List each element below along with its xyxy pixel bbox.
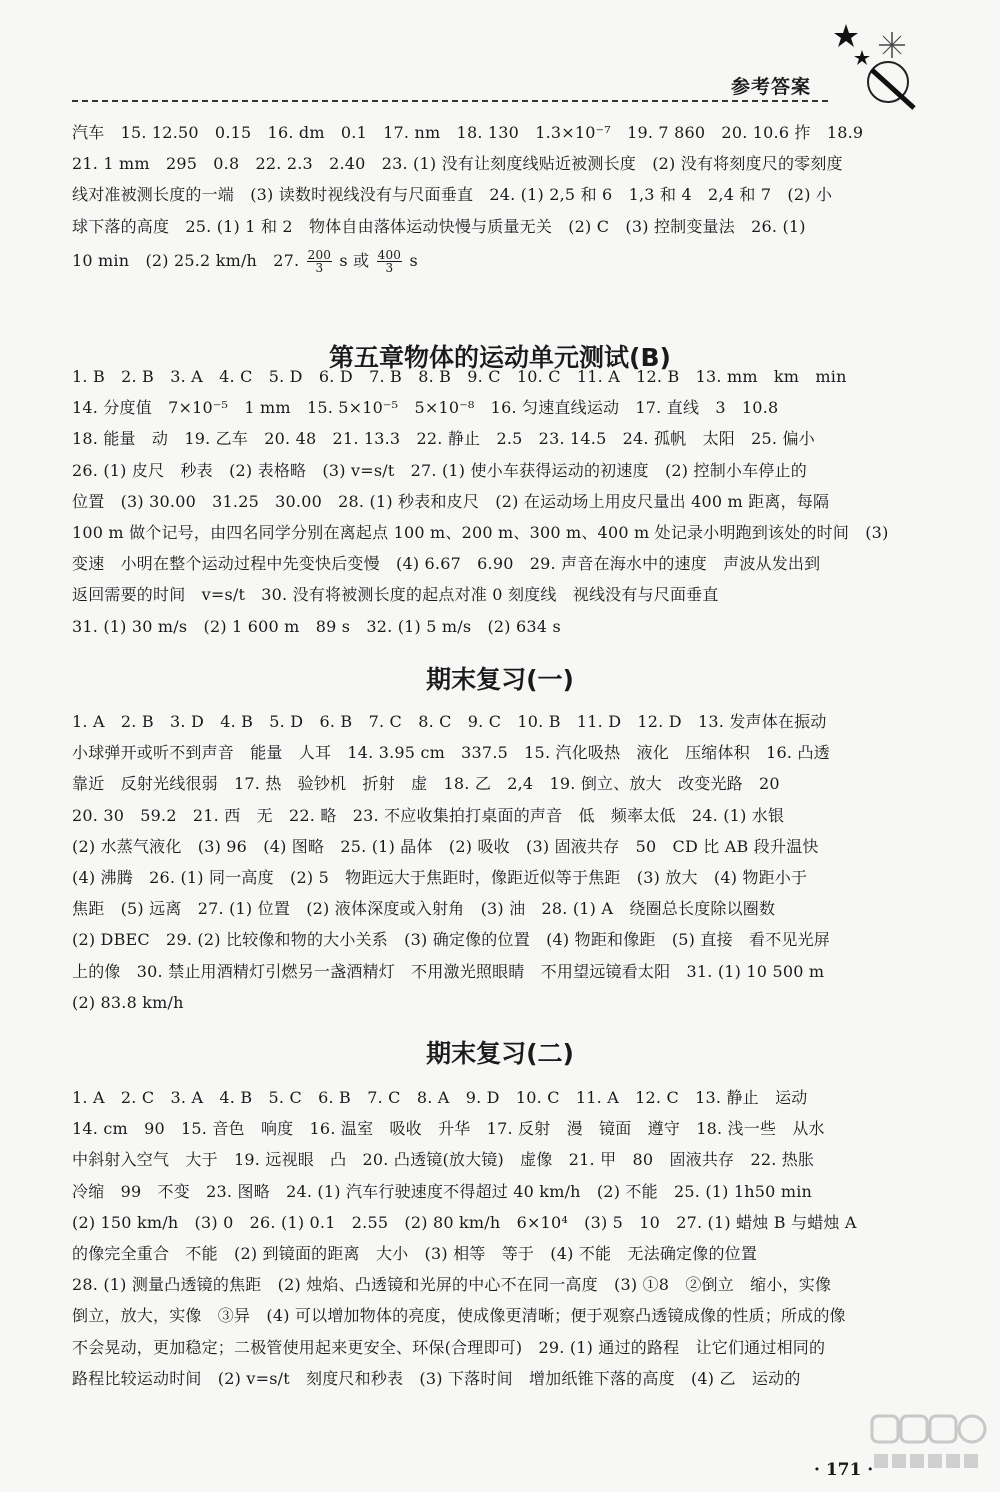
answer-line: 28. (1) 测量凸透镜的焦距 (2) 烛焰、凸透镜和光屏的中心不在同一高度 (3) ①8 ②倒立 缩小，实像 — [72, 1275, 832, 1295]
section-title: 期末复习(二) — [426, 1039, 574, 1068]
header-tag: 参考答案 — [731, 76, 812, 98]
answer-line: 变速 小明在整个运动过程中先变快后变慢 (4) 6.67 6.90 29. 声音在海水中的速度 声波从发出到 — [72, 554, 821, 574]
fraction-numerator: 200 — [307, 247, 332, 262]
answer-line: (4) 沸腾 26. (1) 同一高度 (2) 5 物距远大于焦距时，像距近似等于焦距 (3) 放大 (4) 物距小于 — [72, 868, 808, 888]
answer-line: 路程比较运动时间 (2) v=s/t 刻度尺和秒表 (3) 下落时间 增加纸锥下落的高度 (4) 乙 运动的 — [72, 1368, 801, 1388]
section-title: 第五章物体的运动单元测试(B) — [329, 343, 671, 372]
top-answers — [72, 117, 908, 280]
answer-line: 线对准被测长度的一端 (3) 读数时视线没有与尺面垂直 24. (1) 2,5 和 6 1,3 和 4 2,4 和 7 (2) 小 — [72, 185, 833, 205]
section-answers — [72, 1082, 908, 1394]
section-answers — [72, 706, 908, 1018]
answer-line: (2) DBEC 29. (2) 比较像和物的大小关系 (3) 确定像的位置 (4) 物距和像距 (5) 直接 看不见光屏 — [72, 930, 830, 950]
section-answers — [72, 361, 908, 642]
fraction-numerator: 400 — [377, 247, 402, 262]
answer-line: 汽车 15. 12.50 0.15 16. dm 0.1 17. nm 18. 130 1.3×10⁻⁷ 19. 7 860 20. 10.6 拃 18.9 — [72, 123, 864, 142]
answer-line: 球下落的高度 25. (1) 1 和 2 物体自由落体运动快慢与质量无关 (2) C (3) 控制变量法 26. (1) — [72, 216, 806, 236]
answer-line: (2) 83.8 km/h — [72, 992, 184, 1012]
fraction — [377, 249, 403, 274]
watermark-logo — [868, 1408, 988, 1482]
text-run: 10 min (2) 25.2 km/h 27. — [72, 250, 300, 270]
answer-line: 31. (1) 30 m/s (2) 1 600 m 89 s 32. (1) 5 m/s (2) 634 s — [72, 616, 561, 636]
header-divider — [72, 100, 828, 102]
answer-line: (2) 水蒸气液化 (3) 96 (4) 图略 25. (1) 晶体 (2) 吸收 (3) 固液共存 50 CD 比 AB 段升温快 — [72, 836, 819, 856]
answer-line: (2) 150 km/h (3) 0 26. (1) 0.1 2.55 (2) 80 km/h 6×10⁴ (3) 5 10 27. (1) 蜡烛 B 与蜡烛 A — [72, 1212, 857, 1232]
answer-line: 不会晃动，更加稳定；二极管使用起来更安全、环保(合理即可) 29. (1) 通过的路程 让它们通过相同的 — [72, 1337, 826, 1357]
section-title: 期末复习(一) — [426, 665, 574, 694]
answer-line: 1. A 2. B 3. D 4. B 5. D 6. B 7. C 8. C 9. C 10. B 11. D 12. D 13. 发声体在振动 — [72, 712, 827, 731]
answer-line: 14. 分度值 7×10⁻⁵ 1 mm 15. 5×10⁻⁵ 5×10⁻⁸ 16. 匀速直线运动 17. 直线 3 10.8 — [72, 398, 779, 418]
answer-line: 20. 30 59.2 21. 西 无 22. 略 23. 不应收集拍打桌面的声音 低 频率太低 24. (1) 水银 — [72, 805, 785, 825]
answer-line: 中斜射入空气 大于 19. 远视眼 凸 20. 凸透镜(放大镜) 虚像 21. 甲 80 固液共存 22. 热胀 — [72, 1150, 815, 1170]
answer-line: 焦距 (5) 远离 27. (1) 位置 (2) 液体深度或入射角 (3) 油 28. (1) A 绕圈总长度除以圈数 — [72, 899, 776, 919]
answer-line: 冷缩 99 不变 23. 图略 24. (1) 汽车行驶速度不得超过 40 km/h (2) 不能 25. (1) 1h50 min — [72, 1181, 813, 1201]
fraction-denominator: 3 — [385, 260, 394, 275]
answer-line: 1. A 2. C 3. A 4. B 5. C 6. B 7. C 8. A 9. D 10. C 11. A 12. C 13. 静止 运动 — [72, 1088, 808, 1107]
star-wand-icon — [828, 20, 920, 112]
answer-line: 小球弹开或听不到声音 能量 人耳 14. 3.95 cm 337.5 15. 汽化吸热 液化 压缩体积 16. 凸透 — [72, 743, 830, 763]
answer-line: 靠近 反射光线很弱 17. 热 验钞机 折射 虚 18. 乙 2,4 19. 倒立、放大 改变光路 20 — [72, 774, 780, 794]
text-run: s 或 — [339, 250, 370, 270]
answer-line: 18. 能量 动 19. 乙车 20. 48 21. 13.3 22. 静止 2.5 23. 14.5 24. 孤帆 太阳 25. 偏小 — [72, 429, 815, 449]
answer-line: 26. (1) 皮尺 秒表 (2) 表格略 (3) v=s/t 27. (1) 使小车获得运动的初速度 (2) 控制小车停止的 — [72, 460, 807, 480]
fraction-denominator: 3 — [315, 260, 324, 275]
fraction — [307, 249, 333, 274]
answer-line: 的像完全重合 不能 (2) 到镜面的距离 大小 (3) 相等 等于 (4) 不能 无法确定像的位置 — [72, 1244, 758, 1264]
answer-line-fraction — [72, 242, 908, 280]
text-run: s — [409, 250, 418, 270]
answer-line: 21. 1 mm 295 0.8 22. 2.3 2.40 23. (1) 没有让刻度线贴近被测长度 (2) 没有将刻度尺的零刻度 — [72, 154, 843, 174]
answer-line: 倒立，放大，实像 ③异 (4) 可以增加物体的亮度，使成像更清晰；便于观察凸透镜成像的性质；所成的像 — [72, 1306, 846, 1326]
page-number: · 171 · — [814, 1460, 874, 1480]
answer-line: 上的像 30. 禁止用酒精灯引燃另一盏酒精灯 不用激光照眼睛 不用望远镜看太阳 31. (1) 10 500 m — [72, 961, 825, 981]
answer-line: 100 m 做个记号，由四名同学分别在离起点 100 m、200 m、300 m、400 m 处记录小明跑到该处的时间 (3) — [72, 523, 889, 543]
answer-line: 位置 (3) 30.00 31.25 30.00 28. (1) 秒表和皮尺 (2) 在运动场上用皮尺量出 400 m 距离，每隔 — [72, 491, 830, 511]
answer-line: 1. B 2. B 3. A 4. C 5. D 6. D 7. B 8. B 9. C 10. C 11. A 12. B 13. mm km min — [72, 367, 847, 386]
answer-line: 14. cm 90 15. 音色 响度 16. 温室 吸收 升华 17. 反射 漫 镜面 遵守 18. 浅一些 从水 — [72, 1119, 825, 1139]
answer-line: 返回需要的时间 v=s/t 30. 没有将被测长度的起点对准 0 刻度线 视线没有与尺面垂直 — [72, 585, 719, 605]
